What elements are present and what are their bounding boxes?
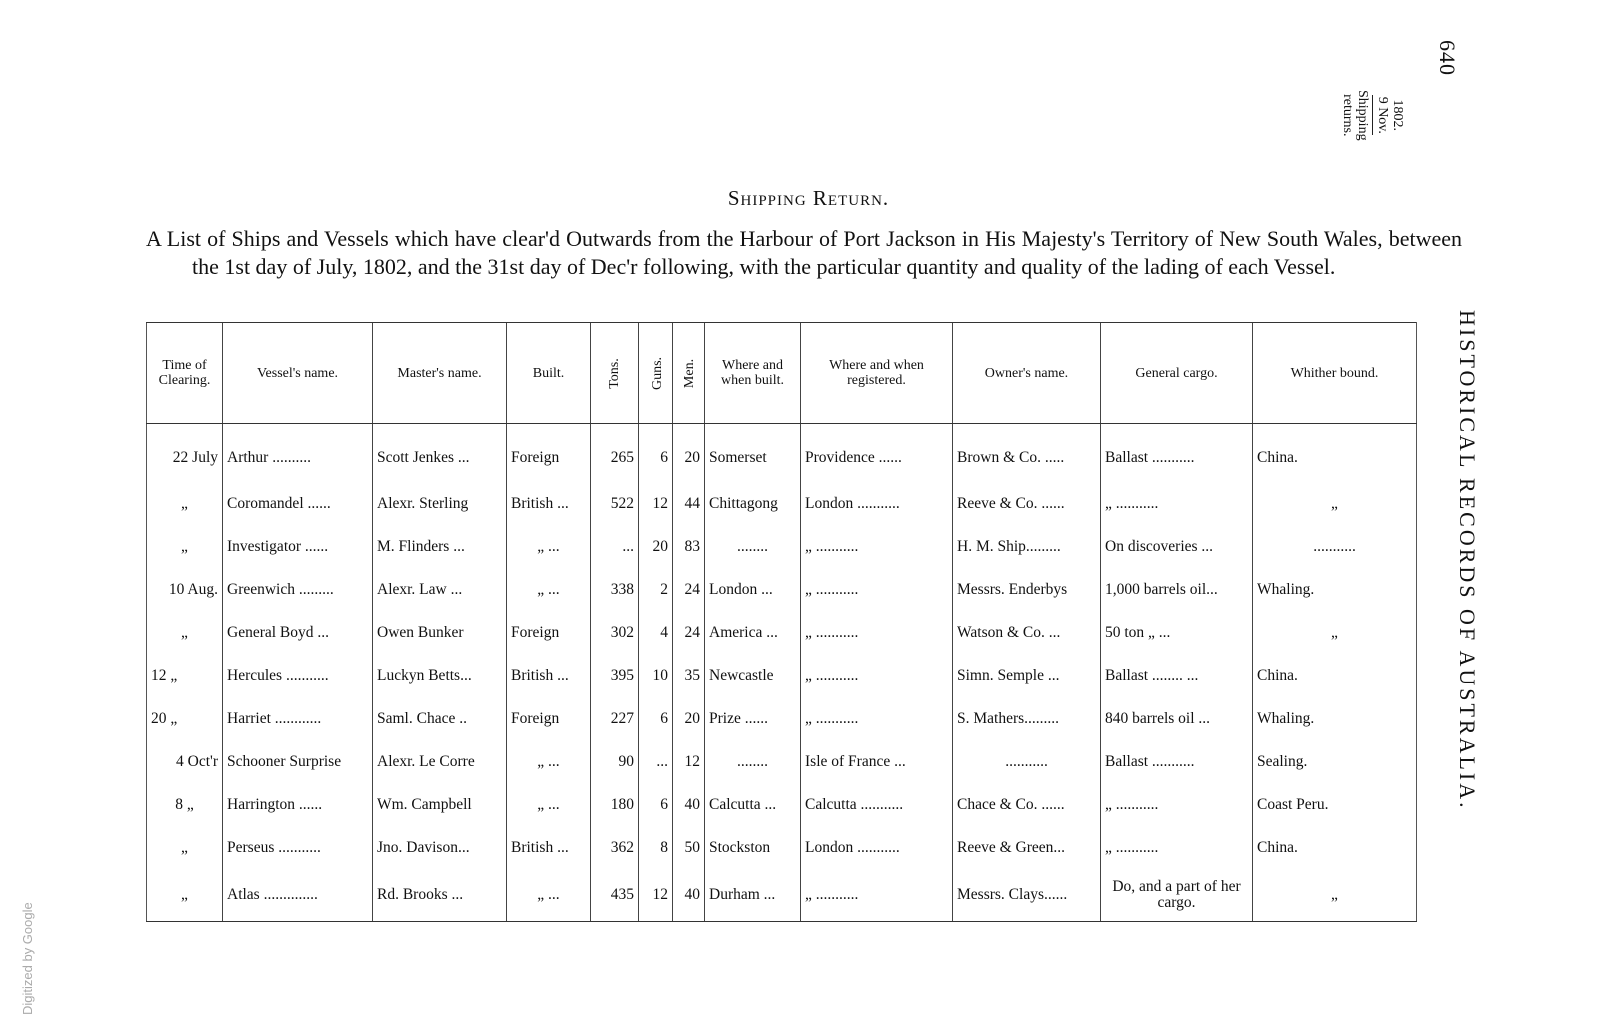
cell-whither: China. [1253,654,1417,697]
cell-whither: „ [1253,869,1417,922]
table-row [147,783,1417,826]
margin-note-topic: Shipping [1355,90,1370,141]
cell-master: Alexr. Law ... [373,568,507,611]
table-row [147,525,1417,568]
table-row [147,697,1417,740]
col-header-master: Master's name. [373,323,507,424]
cell-whither: China. [1253,424,1417,483]
table-row [147,424,1417,483]
cell-registered: „ ........... [801,654,953,697]
cell-guns: 8 [639,826,673,869]
cell-whither: „ [1253,611,1417,654]
cell-time: „ [147,826,223,869]
cell-whither: Whaling. [1253,568,1417,611]
cell-master: Owen Bunker [373,611,507,654]
cell-where-built: Chittagong [705,482,801,525]
cell-cargo: „ ........... [1101,783,1253,826]
shipping-return-table [146,322,1417,922]
cell-guns: 12 [639,869,673,922]
table-header-row [147,323,1417,424]
cell-master: Luckyn Betts... [373,654,507,697]
cell-owner: S. Mathers......... [953,697,1101,740]
cell-master: Rd. Brooks ... [373,869,507,922]
cell-registered: „ ........... [801,611,953,654]
cell-tons: 180 [591,783,639,826]
cell-guns: 20 [639,525,673,568]
cell-men: 50 [673,826,705,869]
col-header-built: Built. [507,323,591,424]
cell-men: 24 [673,611,705,654]
col-header-whither: Whither bound. [1253,323,1417,424]
cell-vessel: Investigator ...... [223,525,373,568]
cell-guns: 2 [639,568,673,611]
cell-time: 22 July [147,424,223,483]
cell-where-built: ........ [705,740,801,783]
cell-tons: 265 [591,424,639,483]
cell-vessel: Atlas .............. [223,869,373,922]
col-header-where-built: Where and when built. [705,323,801,424]
cell-time: 20 „ [147,697,223,740]
cell-time: 10 Aug. [147,568,223,611]
cell-men: 20 [673,697,705,740]
cell-time: „ [147,869,223,922]
cell-tons: 338 [591,568,639,611]
cell-vessel: Harriet ............ [223,697,373,740]
table-row [147,654,1417,697]
cell-owner: Reeve & Green... [953,826,1101,869]
document-title: Shipping Return. [727,186,890,210]
cell-where-built: London ... [705,568,801,611]
cell-master: M. Flinders ... [373,525,507,568]
table-row [147,826,1417,869]
cell-vessel: General Boyd ... [223,611,373,654]
cell-owner: Reeve & Co. ...... [953,482,1101,525]
cell-owner: H. M. Ship......... [953,525,1101,568]
col-header-tons-text: Tons. [607,357,622,389]
cell-guns: 10 [639,654,673,697]
cell-men: 40 [673,783,705,826]
cell-registered: „ ........... [801,697,953,740]
cell-tons: 522 [591,482,639,525]
cell-registered: London ........... [801,482,953,525]
cell-where-built: Calcutta ... [705,783,801,826]
cell-whither: Sealing. [1253,740,1417,783]
cell-registered: „ ........... [801,869,953,922]
cell-men: 20 [673,424,705,483]
cell-where-built: Newcastle [705,654,801,697]
cell-built: Foreign [507,611,591,654]
cell-registered: London ........... [801,826,953,869]
cell-tons: 227 [591,697,639,740]
page-number: 640 [1435,40,1460,76]
col-header-cargo: General cargo. [1101,323,1253,424]
cell-cargo: 50 ton „ ... [1101,611,1253,654]
cell-whither: „ [1253,482,1417,525]
cell-cargo: On discoveries ... [1101,525,1253,568]
cell-built: „ ... [507,525,591,568]
cell-cargo: 840 barrels oil ... [1101,697,1253,740]
cell-where-built: Somerset [705,424,801,483]
cell-cargo: „ ........... [1101,826,1253,869]
cell-vessel: Arthur .......... [223,424,373,483]
cell-men: 44 [673,482,705,525]
cell-guns: ... [639,740,673,783]
col-header-tons [591,323,639,424]
table-row [147,740,1417,783]
cell-owner: ........... [953,740,1101,783]
cell-built: „ ... [507,783,591,826]
cell-built: British ... [507,654,591,697]
table-row [147,869,1417,922]
cell-cargo: Ballast ........ ... [1101,654,1253,697]
cell-owner: Chace & Co. ...... [953,783,1101,826]
cell-where-built: Stockston [705,826,801,869]
col-header-owner: Owner's name. [953,323,1101,424]
col-header-men [673,323,705,424]
table-row [147,568,1417,611]
cell-owner: Brown & Co. ..... [953,424,1101,483]
cell-guns: 6 [639,424,673,483]
cell-vessel: Greenwich ......... [223,568,373,611]
cell-guns: 12 [639,482,673,525]
cell-owner: Messrs. Enderbys [953,568,1101,611]
cell-master: Alexr. Sterling [373,482,507,525]
cell-vessel: Schooner Surprise [223,740,373,783]
cell-built: „ ... [507,740,591,783]
cell-guns: 4 [639,611,673,654]
cell-registered: Calcutta ........... [801,783,953,826]
cell-built: „ ... [507,869,591,922]
cell-guns: 6 [639,697,673,740]
cell-men: 83 [673,525,705,568]
cell-master: Wm. Campbell [373,783,507,826]
cell-built: Foreign [507,697,591,740]
cell-tons: 435 [591,869,639,922]
cell-registered: „ ........... [801,568,953,611]
cell-cargo: 1,000 barrels oil... [1101,568,1253,611]
cell-built: Foreign [507,424,591,483]
cell-owner: Messrs. Clays...... [953,869,1101,922]
col-header-guns-text: Guns. [650,356,666,390]
cell-vessel: Perseus ........... [223,826,373,869]
cell-whither: Whaling. [1253,697,1417,740]
col-header-men-text: Men. [682,358,698,388]
cell-cargo: Ballast ........... [1101,424,1253,483]
cell-cargo: Do, and a part of her cargo. [1101,869,1253,922]
cell-master: Saml. Chace .. [373,697,507,740]
cell-men: 40 [673,869,705,922]
col-header-time: Time of Clearing. [147,323,223,424]
cell-vessel: Coromandel ...... [223,482,373,525]
cell-time: „ [147,611,223,654]
col-header-registered: Where and when registered. [801,323,953,424]
intro-paragraph: A List of Ships and Vessels which have clear'd Outwards from the Harbour of Port Jackson in His Majesty's Territory of New South Wales, between the 1st day of July, 1802, and the 31st day of Dec'r following, with the particular quantity and quality of the lading of each Vessel. [146,226,1462,279]
cell-tons: 90 [591,740,639,783]
cell-built: British ... [507,482,591,525]
cell-time: 12 „ [147,654,223,697]
margin-note-year: 1802. [1390,99,1405,132]
table-row [147,482,1417,525]
cell-where-built: Prize ...... [705,697,801,740]
col-header-guns [639,323,673,424]
cell-where-built: Durham ... [705,869,801,922]
cell-registered: Providence ...... [801,424,953,483]
cell-time: 8 „ [147,783,223,826]
cell-tons: 302 [591,611,639,654]
cell-time: „ [147,482,223,525]
cell-built: „ ... [507,568,591,611]
margin-note-rule [1372,95,1373,135]
cell-guns: 6 [639,783,673,826]
cell-tons: 395 [591,654,639,697]
cell-whither: China. [1253,826,1417,869]
cell-vessel: Harrington ...... [223,783,373,826]
table-row [147,611,1417,654]
cell-built: British ... [507,826,591,869]
cell-time: 4 Oct'r [147,740,223,783]
running-head: HISTORICAL RECORDS OF AUSTRALIA. [1455,310,1480,811]
cell-vessel: Hercules ........... [223,654,373,697]
cell-where-built: America ... [705,611,801,654]
cell-men: 24 [673,568,705,611]
cell-time: „ [147,525,223,568]
cell-whither: ........... [1253,525,1417,568]
cell-owner: Simn. Semple ... [953,654,1101,697]
cell-men: 35 [673,654,705,697]
cell-master: Scott Jenkes ... [373,424,507,483]
margin-note-date: 9 Nov. [1375,96,1390,134]
margin-note-topic-2: returns. [1340,94,1355,137]
cell-men: 12 [673,740,705,783]
cell-whither: Coast Peru. [1253,783,1417,826]
col-header-vessel: Vessel's name. [223,323,373,424]
cell-cargo: Ballast ........... [1101,740,1253,783]
margin-note [1340,90,1405,141]
cell-owner: Watson & Co. ... [953,611,1101,654]
cell-tons: ... [591,525,639,568]
cell-cargo: „ ........... [1101,482,1253,525]
cell-master: Alexr. Le Corre [373,740,507,783]
digitized-watermark: Digitized by Google [20,902,35,1015]
cell-where-built: ........ [705,525,801,568]
cell-tons: 362 [591,826,639,869]
cell-master: Jno. Davison... [373,826,507,869]
cell-registered: „ ........... [801,525,953,568]
cell-registered: Isle of France ... [801,740,953,783]
